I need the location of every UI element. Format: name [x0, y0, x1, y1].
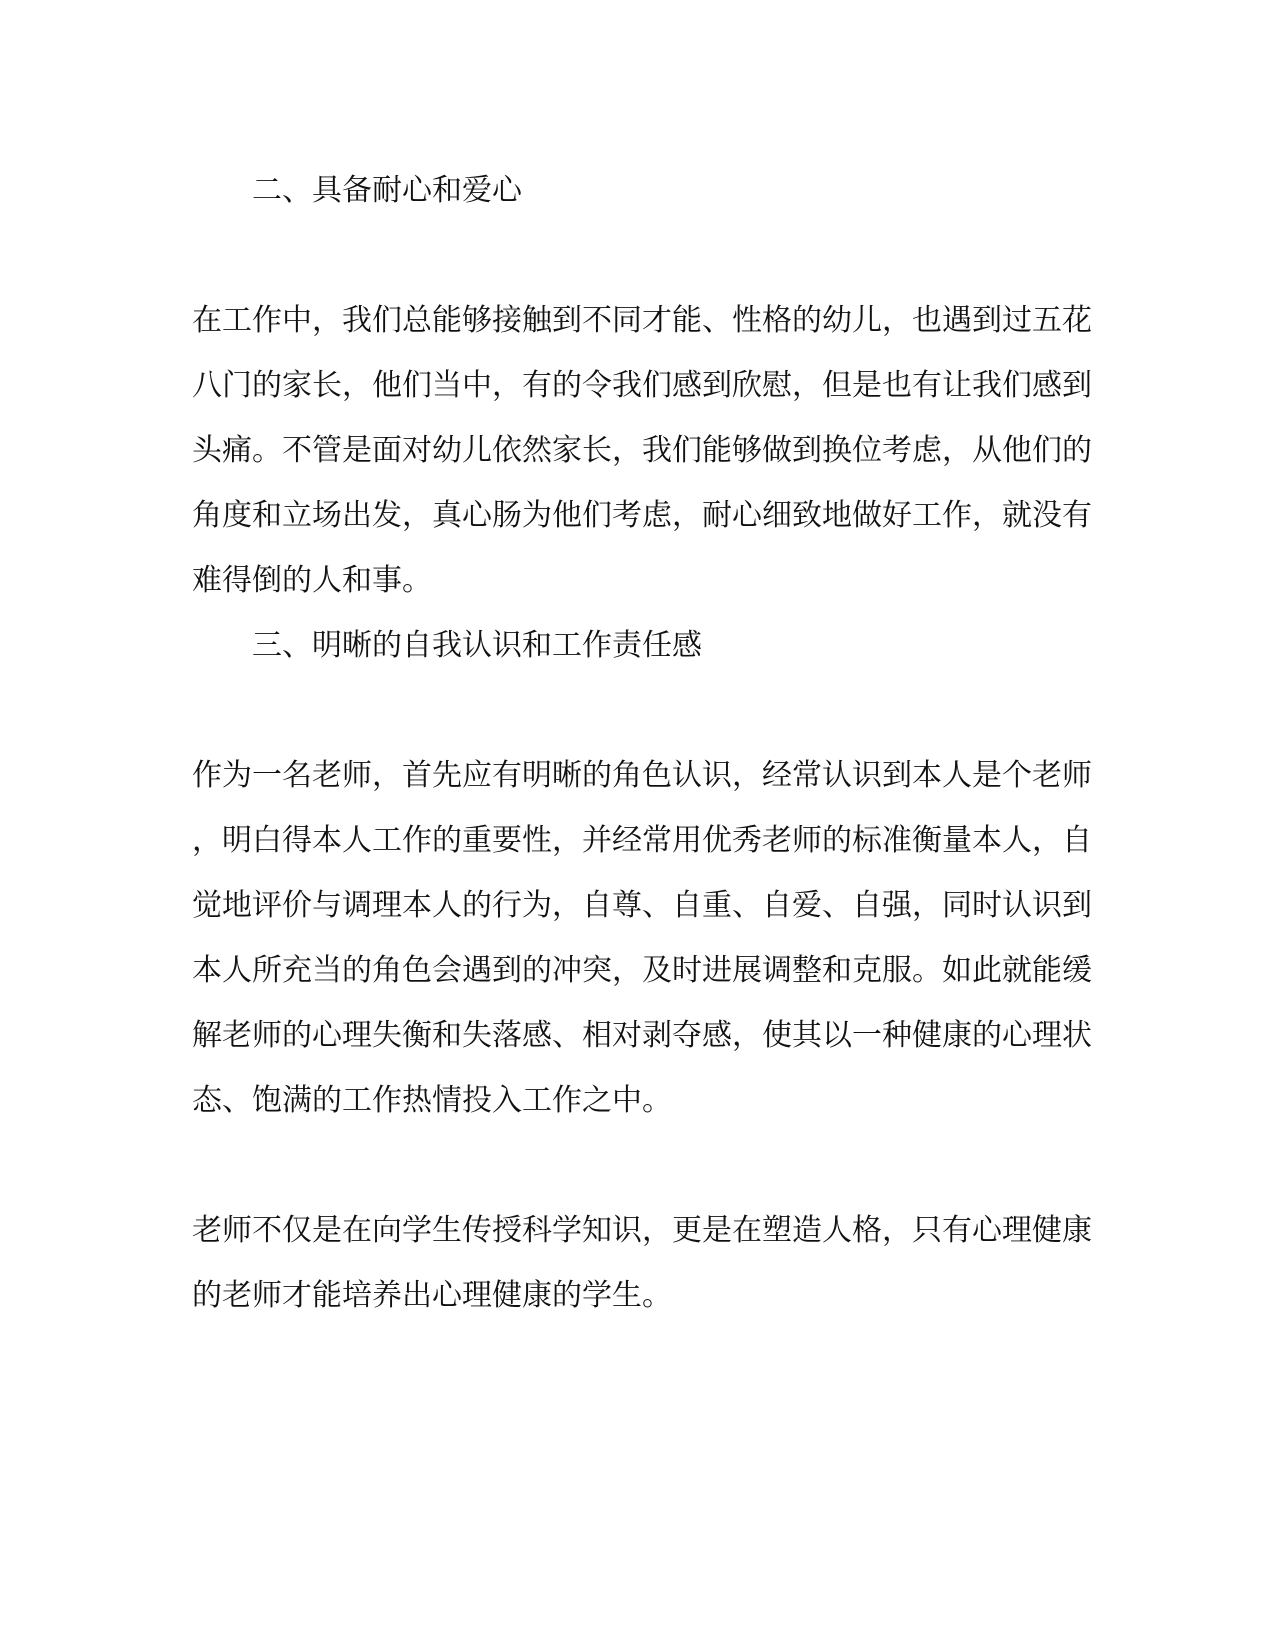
- paragraph-line: 的老师才能培养出心理健康的学生。: [192, 1278, 672, 1313]
- paragraph-line: 在工作中，我们总能够接触到不同才能、性格的幼儿，也遇到过五花: [192, 303, 1092, 338]
- paragraph-line: 觉地评价与调理本人的行为，自尊、自重、自爱、自强，同时认识到: [192, 888, 1092, 923]
- paragraph-line: ，明白得本人工作的重要性，并经常用优秀老师的标准衡量本人，自: [192, 823, 1092, 858]
- section-three-heading: 三、明晰的自我认识和工作责任感: [252, 628, 702, 663]
- paragraph-line: 八门的家长，他们当中，有的令我们感到欣慰，但是也有让我们感到: [192, 368, 1092, 403]
- paragraph-line: 难得倒的人和事。: [192, 563, 432, 598]
- paragraph-line: 解老师的心理失衡和失落感、相对剥夺感，使其以一种健康的心理状: [192, 1018, 1092, 1053]
- paragraph-line: 角度和立场出发，真心肠为他们考虑，耐心细致地做好工作，就没有: [192, 498, 1092, 533]
- paragraph-line: 态、饱满的工作热情投入工作之中。: [192, 1083, 672, 1118]
- paragraph-line: 老师不仅是在向学生传授科学知识，更是在塑造人格，只有心理健康: [192, 1213, 1092, 1248]
- section-two-heading: 二、具备耐心和爱心: [252, 173, 522, 208]
- paragraph-line: 头痛。不管是面对幼儿依然家长，我们能够做到换位考虑，从他们的: [192, 433, 1092, 468]
- paragraph-line: 作为一名老师，首先应有明晰的角色认识，经常认识到本人是个老师: [192, 758, 1092, 793]
- paragraph-line: 本人所充当的角色会遇到的冲突，及时进展调整和克服。如此就能缓: [192, 953, 1092, 988]
